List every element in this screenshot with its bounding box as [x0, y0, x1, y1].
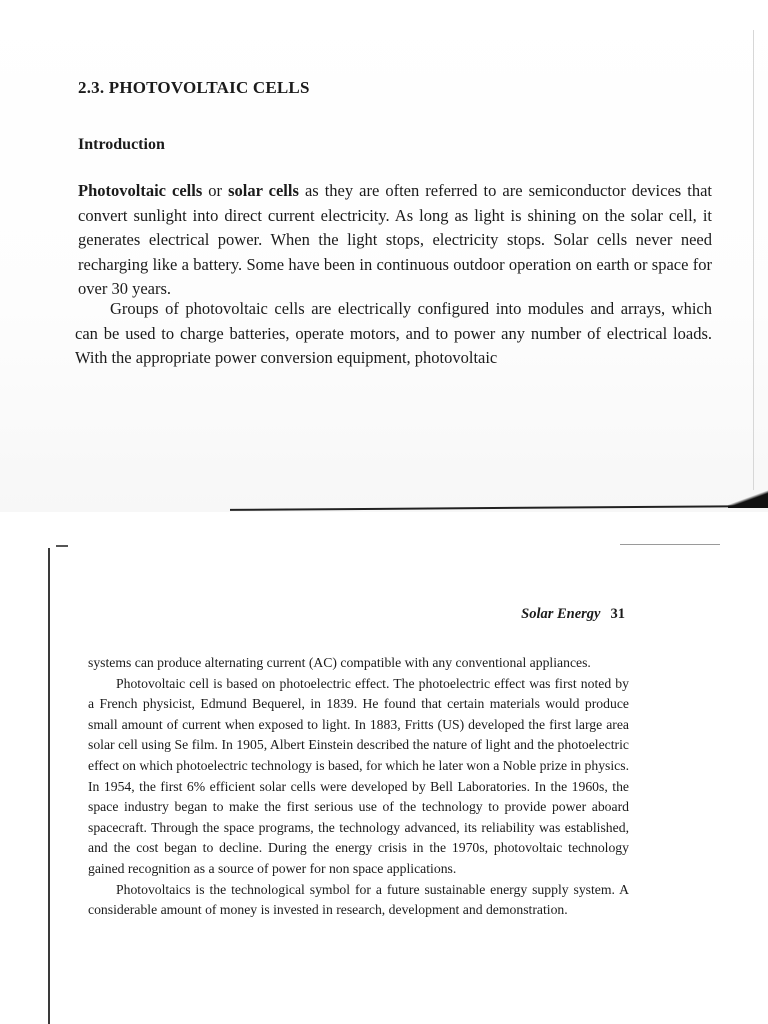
running-head — [521, 606, 625, 623]
page-corner-shadow — [728, 490, 768, 508]
bottom-page-content — [88, 653, 629, 921]
running-head-title: Solar Energy — [521, 606, 601, 622]
page-edge — [753, 30, 754, 490]
paragraph-photovoltaic-intro — [78, 179, 712, 302]
page-left-edge — [48, 548, 50, 1024]
paragraph-continued: systems can produce alternating current (AC) compatible with any conventional appliances. — [88, 655, 591, 670]
bold-term-photovoltaic-cells: Photovoltaic cells — [78, 181, 203, 200]
subheading: Introduction — [78, 136, 165, 153]
page-top-edge-line — [620, 544, 720, 545]
page-top-edge-mark — [56, 545, 68, 547]
page-bottom-edge — [230, 505, 768, 511]
paragraph-photoelectric-history: Photovoltaic cell is based on photoelectric effect. The photoelectric effect was first noted by a French physicist, Edmund Bequerel, in 1839. He found that certain materials would produce small amount of current when exposed to light. In 1883, Fritts (US) developed the first large area solar cell using Se film. In 1905, Albert Einstein described the nature of light and the photoelectric effect on which photoelectric technology is based, for which he later won a Noble prize in physics. In 1954, the first 6% efficient solar cells were developed by Bell Laboratories. In the 1960s, the space industry began to make the first serious use of the technology to provide power aboard spacecraft. Through the space programs, the technology advanced, its reliability was established, and the cost began to decline. During the energy crisis in the 1970s, photovoltaic technology gained recognition as a source of power for non space applications. — [88, 675, 629, 876]
section-heading: 2.3. PHOTOVOLTAIC CELLS — [78, 78, 310, 97]
paragraph-sustainable-energy: Photovoltaics is the technological symbol for a future sustainable energy supply system. A considerable amount of money is invested in research, development and demonstration. — [88, 881, 629, 918]
paragraph-body: as they are often referred to are semiconductor devices that convert sunlight into direct current electricity. As long as light is shining on the solar cell, it generates electrical power. When the light stops, electricity stops. Solar cells never need recharging like a battery. Some have been in continuous outdoor operation on earth or space for over 30 years. — [78, 181, 712, 299]
connector-text: or — [202, 181, 229, 200]
bold-term-solar-cells: solar cells — [228, 181, 299, 200]
page-number: 31 — [610, 606, 625, 622]
paragraph-groups: Groups of photovoltaic cells are electrically configured into modules and arrays, which can be used to charge batteries, operate motors, and to power any number of electrical loads. With the appropriate power conversion equipment, photovoltaic — [75, 299, 712, 368]
